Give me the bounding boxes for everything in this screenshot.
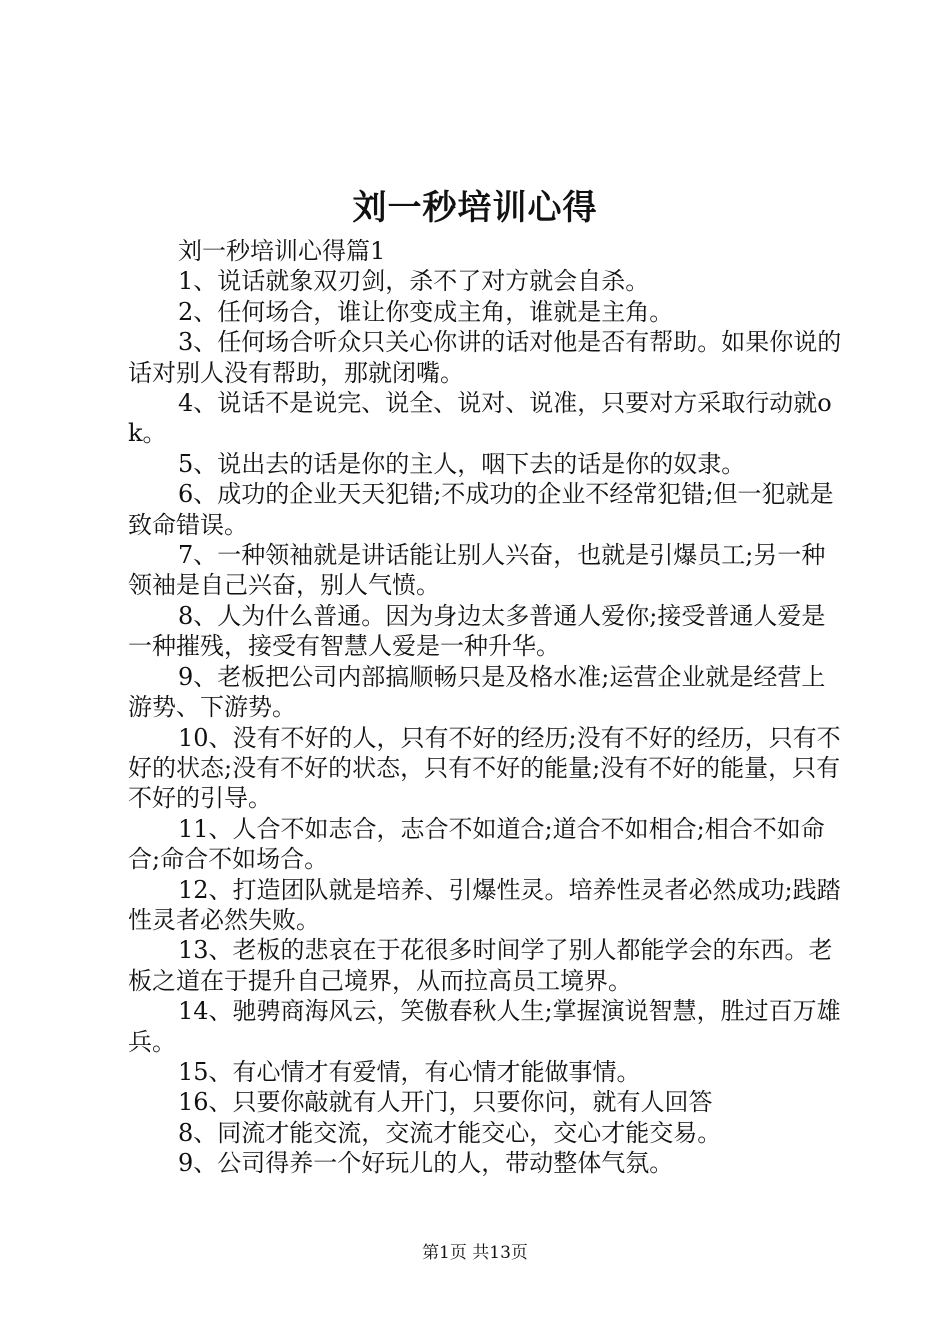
page-number-footer: 第1页 共13页 bbox=[422, 1243, 528, 1263]
paragraph: 14、驰骋商海风云，笑傲春秋人生;掌握演说智慧，胜过百万雄兵。 bbox=[128, 997, 841, 1056]
document-body bbox=[128, 236, 842, 1179]
paragraph: 10、没有不好的人，只有不好的经历;没有不好的经历，只有不好的状态;没有不好的状态，只有不好的能量;没有不好的能量，只有不好的引导。 bbox=[128, 723, 841, 813]
paragraph: 5、说出去的话是你的主人，咽下去的话是你的奴隶。 bbox=[178, 449, 746, 478]
paragraph: 3、任何场合听众只关心你讲的话对他是否有帮助。如果你说的话对别人没有帮助，那就闭嘴。 bbox=[128, 328, 842, 387]
paragraph-heading: 刘一秒培训心得篇1 bbox=[178, 237, 386, 265]
paragraph: 8、人为什么普通。因为身边太多普通人爱你;接受普通人爱是一种摧残，接受有智慧人爱是一种升华。 bbox=[128, 601, 826, 661]
paragraph: 15、有心情才有爱情，有心情才能做事情。 bbox=[178, 1057, 641, 1086]
paragraph: 8、同流才能交流，交流才能交心，交心才能交易。 bbox=[178, 1118, 722, 1147]
paragraph: 13、老板的悲哀在于花很多时间学了别人都能学会的东西。老板之道在于提升自己境界，从而拉高员工境界。 bbox=[128, 936, 833, 995]
paragraph: 9、公司得养一个好玩儿的人，带动整体气氛。 bbox=[178, 1149, 674, 1178]
paragraph: 6、成功的企业天天犯错;不成功的企业不经常犯错;但一犯就是致命错误。 bbox=[128, 480, 834, 539]
paragraph: 12、打造团队就是培养、引爆性灵。培养性灵者必然成功;践踏性灵者必然失败。 bbox=[128, 875, 841, 934]
document-title: 刘一秒培训心得 bbox=[352, 188, 598, 228]
paragraph: 9、老板把公司内部搞顺畅只是及格水准;运营企业就是经营上游势、下游势。 bbox=[128, 662, 826, 722]
paragraph: 16、只要你敲就有人开门，只要你问，就有人回答 bbox=[178, 1088, 713, 1117]
paragraph: 2、任何场合，谁让你变成主角，谁就是主角。 bbox=[178, 297, 674, 326]
paragraph: 1、说话就象双刃剑，杀不了对方就会自杀。 bbox=[178, 267, 650, 296]
paragraph: 11、人合不如志合，志合不如道合;道合不如相合;相合不如命合;命合不如场合。 bbox=[128, 814, 825, 874]
paragraph: 7、一种领袖就是讲话能让别人兴奋，也就是引爆员工;另一种领袖是自己兴奋，别人气愤。 bbox=[128, 541, 826, 600]
paragraph: 4、说话不是说完、说全、说对、说准，只要对方采取行动就ok。 bbox=[128, 389, 832, 448]
